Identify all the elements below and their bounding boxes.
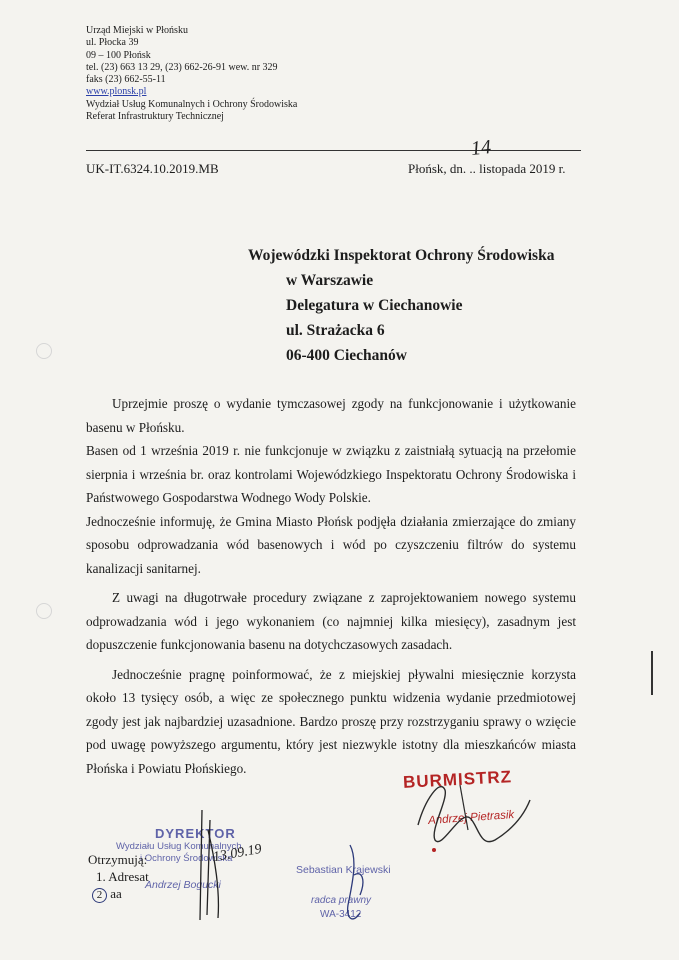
reference-number: UK-IT.6324.10.2019.MB <box>86 161 219 176</box>
legal-stamp-number: WA-3412 <box>320 909 362 920</box>
legal-stamp-name: Sebastian Krajewski <box>296 864 391 876</box>
list-item-number: 1. <box>96 869 106 884</box>
office-name: Urząd Miejski w Płońsku <box>86 25 188 36</box>
body-paragraph: Basen od 1 września 2019 r. nie funkcjonuje w związku z zaistniałą sytuacją na przełomie sierpnia i września br. oraz kontrolami Wojewódzkiego Inspektoratu Ochrony Środowiska i Państwowego Gospodarstwa Wodnego Wody Polskie. <box>86 443 576 505</box>
director-handwritten-date: 13.09.19 <box>211 841 263 866</box>
director-signature <box>180 800 260 930</box>
office-postal: 09 – 100 Płońsk <box>86 49 151 61</box>
office-street: ul. Płocka 39 <box>86 37 139 49</box>
margin-mark <box>651 651 653 695</box>
date-suffix: . listopada 2019 r. <box>472 161 566 176</box>
director-stamp-line: Wydziału Usług Komunalnych <box>116 841 242 852</box>
mayor-stamp-title: BURMISTRZ <box>402 767 513 792</box>
legal-signature <box>330 835 390 935</box>
department-name: Wydział Usług Komunalnych i Ochrony Środowiska <box>86 98 298 110</box>
recipient-address <box>248 243 554 368</box>
recipient-line: Delegatura w Ciechanowie <box>286 297 463 314</box>
mayor-signature <box>400 770 540 860</box>
date-line <box>408 161 565 177</box>
body-paragraph: Z uwagi na długotrwałe procedury związane z zaprojektowaniem nowego systemu odprowadzania wód i jego wykonaniem (co najmniej kilka miesięcy), zasadnym jest dopuszczenie funkcjonowania basenu na dotychczasowych zasadach. <box>86 590 576 652</box>
office-fax: faks (23) 662-55-11 <box>86 74 166 86</box>
handwritten-day: 14 <box>469 136 493 160</box>
letterhead <box>86 25 297 123</box>
list-item <box>88 885 149 903</box>
list-item <box>88 868 149 885</box>
recipient-line: w Warszawie <box>286 272 374 289</box>
header-divider <box>86 150 581 151</box>
website-link[interactable]: www.plonsk.pl <box>86 86 147 98</box>
date-prefix: Płońsk, dn. . <box>408 161 473 176</box>
office-phone: tel. (23) 663 13 29, (23) 662-26-91 wew. nr 329 <box>86 61 278 73</box>
punch-hole <box>36 603 52 619</box>
recipient-line: ul. Strażacka 6 <box>286 322 385 339</box>
legal-stamp-role: radca prawny <box>311 895 372 906</box>
unit-name: Referat Infrastruktury Technicznej <box>86 111 224 123</box>
list-item-number: 2 <box>92 888 107 903</box>
punch-hole <box>36 343 52 359</box>
list-item-text: Adresat <box>108 869 149 884</box>
director-stamp-line: i Ochrony Środowiska <box>140 853 233 864</box>
director-stamp-title: DYREKTOR <box>155 826 236 841</box>
list-item-text: aa <box>110 886 122 901</box>
distribution-list <box>88 851 149 903</box>
recipient-line: Wojewódzki Inspektorat Ochrony Środowiska <box>248 247 555 264</box>
body-paragraph: Jednocześnie informuję, że Gmina Miasto Płońsk podjęła działania zmierzające do zmiany sposobu odprowadzania wód basenowych i wód po czyszczeniu filtrów do systemu kanalizacji sanitarnej. <box>86 513 576 576</box>
mayor-stamp-name: Andrzej Pietrasik <box>427 809 515 827</box>
body-paragraph: Uprzejmie proszę o wydanie tymczasowej zgody na funkcjonowanie i użytkowanie basenu w Płońsku. <box>86 396 576 435</box>
recipient-line: 06-400 Ciechanów <box>286 347 407 364</box>
director-stamp-name: Andrzej Bogucki <box>145 879 221 891</box>
body-paragraph: Jednocześnie pragnę poinformować, że z miejskiej pływalni miesięcznie korzysta około 13 tysięcy osób, a więc ze społecznego punktu widzenia wydanie przedmiotowej zgody jest jak najbardziej uzasadnione. Bardzo proszę przy rozstrzyganiu sprawy o wzięcie pod uwagę powyższego argumentu, który jest niezwykle istotny dla mieszkańców miasta Płońska i Powiatu Płońskiego. <box>86 666 576 776</box>
letter-body <box>86 392 576 780</box>
distribution-heading: Otrzymują: <box>88 852 148 867</box>
